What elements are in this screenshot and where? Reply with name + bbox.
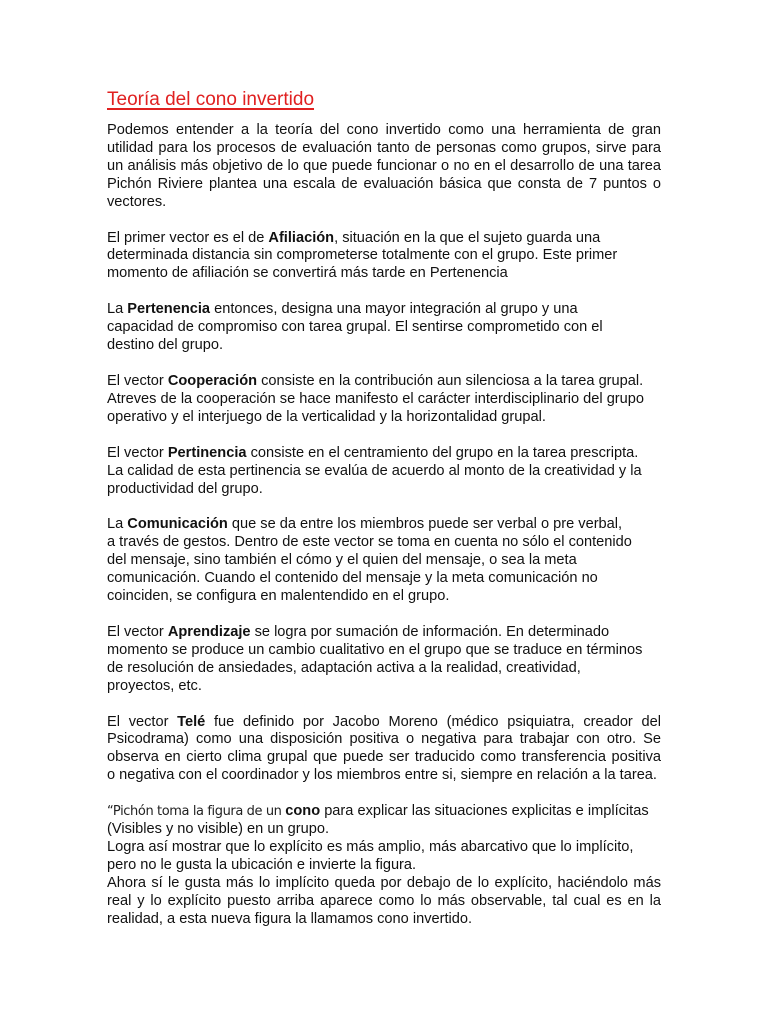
tele-paragraph: [107, 714, 661, 786]
cono-paragraph: [107, 803, 661, 928]
vector-term: Pertinencia: [167, 444, 247, 461]
vector-term: Telé: [177, 713, 206, 730]
text-line: utilidad para los procesos de evaluación tanto de personas como grupos, sirve para: [107, 139, 661, 156]
text-span: El vector: [107, 713, 178, 730]
text-line: [107, 803, 661, 821]
text-line: momento se produce un cambio cualitativo en el grupo que se traduce en términos: [107, 641, 643, 658]
text-line: operativo y el interjuego de la verticalidad y la horizontalidad grupal.: [107, 408, 546, 425]
text-line: coinciden, se configura en malentendido en el grupo.: [107, 588, 450, 605]
text-line: pero no le gusta la ubicación e invierte la figura.: [107, 856, 417, 873]
text-line: a través de gestos. Dentro de este vector se toma en cuenta no sólo el contenido: [107, 534, 632, 551]
pertenencia-paragraph: [107, 301, 661, 355]
text-line: real y lo explícito puesto arriba aparece como lo más observable, tal cual es en la: [107, 892, 661, 909]
text-line: Atreves de la cooperación se hace manifesto el carácter interdisciplinario del grupo: [107, 390, 645, 407]
text-span: El vector: [107, 372, 168, 389]
text-span: para explicar las situaciones explicitas e implícitas: [320, 803, 649, 820]
text-span: El primer vector es el de: [107, 229, 269, 246]
text-line: [107, 624, 661, 642]
text-span: “Pichón toma la figura de un: [107, 804, 286, 820]
text-line: (Visibles y no visible) en un grupo.: [107, 821, 329, 838]
comunicacion-paragraph: [107, 516, 661, 606]
text-span: La: [107, 516, 128, 533]
text-line: Podemos entender a la teoría del cono invertido como una herramienta de gran: [107, 122, 661, 138]
vector-term: Comunicación: [127, 516, 228, 533]
text-line: realidad, a esta nueva figura la llamamos cono invertido.: [107, 910, 473, 927]
text-span: fue definido por Jacobo Moreno (médico psiquiatra, creador del: [205, 713, 661, 730]
text-line: La calidad de esta pertinencia se evalúa de acuerdo al monto de la creatividad y la: [107, 462, 642, 479]
text-line: del mensaje, sino también el cómo y el quien del mensaje, o sea la meta: [107, 552, 577, 569]
text-line: de resolución de ansiedades, adaptación activa a la realidad, creatividad,: [107, 659, 581, 676]
intro-paragraph: [107, 122, 661, 212]
cooperacion-paragraph: [107, 373, 661, 427]
text-line: determinada distancia sin comprometerse totalmente con el grupo. Este primer: [107, 247, 618, 264]
text-line: momento de afiliación se convertirá más tarde en Pertenencia: [107, 265, 508, 282]
text-span: , situación en la que el sujeto guarda una: [334, 229, 601, 246]
pertinencia-paragraph: [107, 445, 661, 499]
text-span: El vector: [107, 444, 168, 461]
text-span: El vector: [107, 623, 168, 640]
text-span: se logra por sumación de información. En determinado: [250, 623, 610, 640]
text-line: un análisis más objetivo de lo que puede funcionar o no en el desarrollo de una tarea: [107, 157, 661, 174]
text-line: capacidad de compromiso con tarea grupal. El sentirse comprometido con el: [107, 319, 603, 336]
vector-term: cono: [285, 803, 321, 820]
afiliacion-paragraph: [107, 230, 661, 284]
vector-term: Aprendizaje: [167, 623, 251, 640]
text-span: consiste en la contribución aun silenciosa a la tarea grupal.: [257, 372, 644, 389]
text-line: observa en cierto clima grupal que puede ser traducido como transferencia positiva: [107, 749, 661, 766]
text-line: [107, 516, 661, 534]
aprendizaje-paragraph: [107, 624, 661, 696]
document-title: Teoría del cono invertido: [107, 89, 315, 110]
text-line: proyectos, etc.: [107, 677, 202, 694]
text-line: productividad del grupo.: [107, 480, 263, 497]
text-line: [107, 445, 661, 463]
text-line: Psicodrama) como una disposición positiva o negativa para trabajar con otro. Se: [107, 731, 661, 748]
document-body: [107, 88, 661, 947]
text-span: entonces, designa una mayor integración al grupo y una: [210, 301, 578, 318]
text-line: destino del grupo.: [107, 337, 224, 354]
text-line: vectores.: [107, 193, 167, 210]
text-line: comunicación. Cuando el contenido del mensaje y la meta comunicación no: [107, 570, 598, 587]
vector-term: Afiliación: [268, 229, 335, 246]
text-line: [107, 230, 661, 248]
vector-term: Pertenencia: [127, 301, 211, 318]
text-span: que se da entre los miembros puede ser verbal o pre verbal,: [227, 516, 623, 533]
text-line: Logra así mostrar que lo explícito es más amplio, más abarcativo que lo implícito,: [107, 839, 634, 855]
text-line: [107, 714, 661, 732]
text-span: La: [107, 301, 128, 318]
text-line: [107, 301, 661, 319]
text-line: o negativa con el coordinador y los miembros entre si, siempre en relación a la tarea.: [107, 767, 657, 784]
vector-term: Cooperación: [167, 372, 258, 389]
text-line: Ahora sí le gusta más lo implícito queda por debajo de lo explícito, haciéndolo más: [107, 874, 661, 891]
text-line: Pichón Riviere plantea una escala de evaluación básica que consta de 7 puntos o: [107, 175, 661, 192]
text-span: consiste en el centramiento del grupo en la tarea prescripta.: [246, 444, 639, 461]
text-line: [107, 373, 661, 391]
